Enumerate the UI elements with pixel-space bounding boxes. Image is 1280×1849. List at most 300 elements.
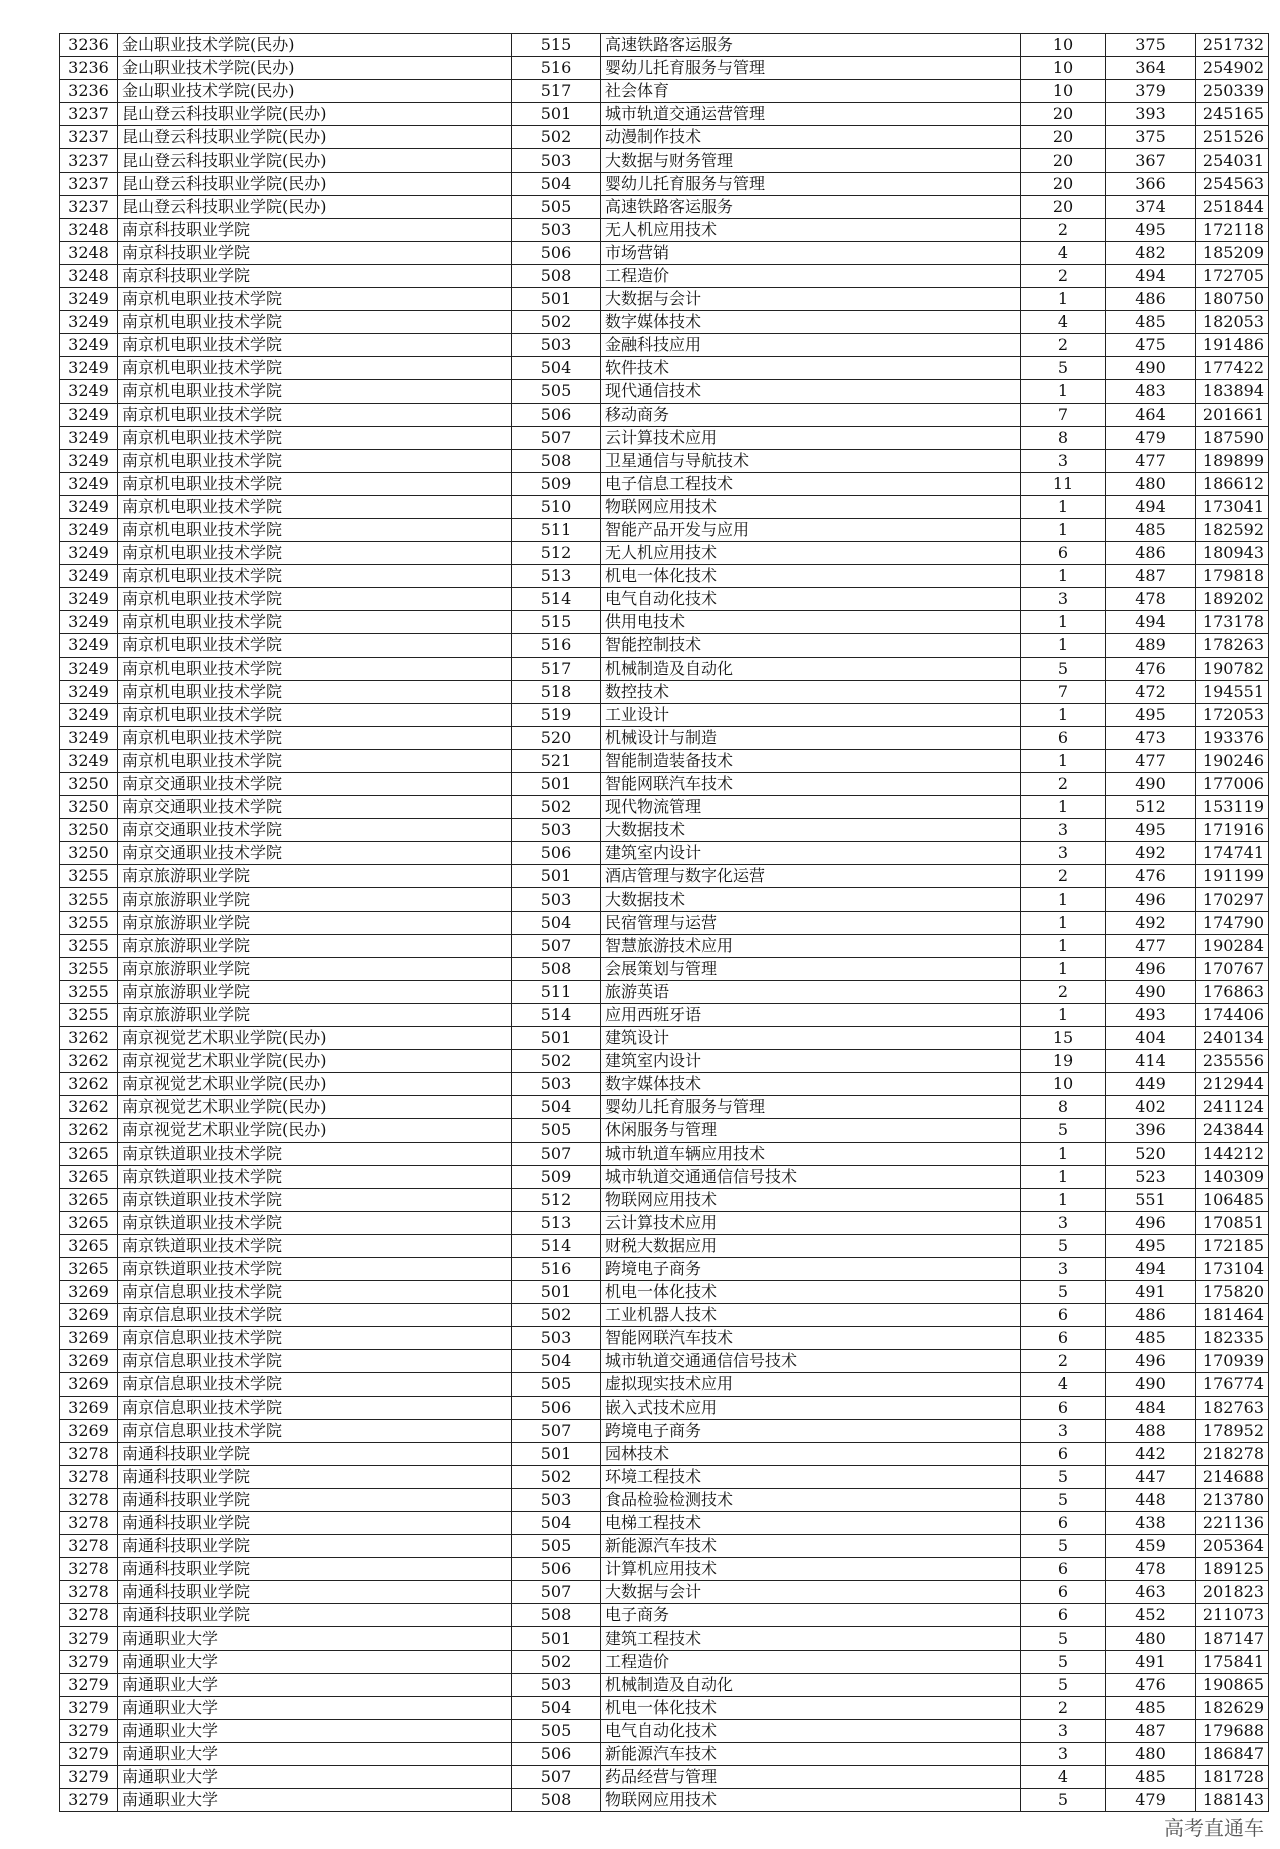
major-code-cell: 504 <box>512 1696 601 1719</box>
min-rank-cell: 221136 <box>1196 1512 1269 1535</box>
school-name-cell: 南京机电职业技术学院 <box>118 634 512 657</box>
major-name-cell: 云计算技术应用 <box>601 426 1021 449</box>
school-name-cell: 昆山登云科技职业学院(民办) <box>118 149 512 172</box>
table-row <box>60 518 1269 541</box>
plan-count-cell: 2 <box>1021 865 1106 888</box>
major-code-cell: 505 <box>512 195 601 218</box>
table-row <box>60 264 1269 287</box>
min-score-cell: 491 <box>1106 1281 1196 1304</box>
min-rank-cell: 188143 <box>1196 1789 1269 1812</box>
plan-count-cell: 6 <box>1021 542 1106 565</box>
major-name-cell: 新能源汽车技术 <box>601 1742 1021 1765</box>
plan-count-cell: 6 <box>1021 1304 1106 1327</box>
major-code-cell: 517 <box>512 657 601 680</box>
major-name-cell: 会展策划与管理 <box>601 957 1021 980</box>
plan-count-cell: 3 <box>1021 1211 1106 1234</box>
major-name-cell: 城市轨道交通通信信号技术 <box>601 1350 1021 1373</box>
major-code-cell: 501 <box>512 1442 601 1465</box>
table-row <box>60 80 1269 103</box>
school-code-cell: 3248 <box>60 264 118 287</box>
school-code-cell: 3249 <box>60 311 118 334</box>
school-code-cell: 3279 <box>60 1696 118 1719</box>
min-score-cell: 477 <box>1106 749 1196 772</box>
table-row <box>60 195 1269 218</box>
major-code-cell: 507 <box>512 1766 601 1789</box>
plan-count-cell: 7 <box>1021 680 1106 703</box>
plan-count-cell: 20 <box>1021 149 1106 172</box>
school-code-cell: 3249 <box>60 449 118 472</box>
school-code-cell: 3249 <box>60 749 118 772</box>
major-code-cell: 506 <box>512 241 601 264</box>
min-rank-cell: 140309 <box>1196 1165 1269 1188</box>
major-name-cell: 金融科技应用 <box>601 334 1021 357</box>
min-rank-cell: 205364 <box>1196 1535 1269 1558</box>
major-name-cell: 智能产品开发与应用 <box>601 518 1021 541</box>
min-score-cell: 487 <box>1106 1719 1196 1742</box>
school-name-cell: 金山职业技术学院(民办) <box>118 34 512 57</box>
major-code-cell: 514 <box>512 588 601 611</box>
major-code-cell: 508 <box>512 957 601 980</box>
school-code-cell: 3278 <box>60 1488 118 1511</box>
school-code-cell: 3269 <box>60 1350 118 1373</box>
plan-count-cell: 20 <box>1021 172 1106 195</box>
major-code-cell: 501 <box>512 103 601 126</box>
school-name-cell: 南京信息职业技术学院 <box>118 1304 512 1327</box>
school-name-cell: 金山职业技术学院(民办) <box>118 57 512 80</box>
min-score-cell: 495 <box>1106 819 1196 842</box>
min-score-cell: 495 <box>1106 1234 1196 1257</box>
major-code-cell: 502 <box>512 1050 601 1073</box>
min-score-cell: 375 <box>1106 34 1196 57</box>
major-code-cell: 502 <box>512 1304 601 1327</box>
major-name-cell: 电气自动化技术 <box>601 588 1021 611</box>
plan-count-cell: 7 <box>1021 403 1106 426</box>
min-rank-cell: 172118 <box>1196 218 1269 241</box>
major-name-cell: 高速铁路客运服务 <box>601 34 1021 57</box>
major-name-cell: 智能制造装备技术 <box>601 749 1021 772</box>
min-rank-cell: 175820 <box>1196 1281 1269 1304</box>
school-code-cell: 3278 <box>60 1581 118 1604</box>
min-score-cell: 494 <box>1106 611 1196 634</box>
plan-count-cell: 3 <box>1021 1719 1106 1742</box>
table-row <box>60 1719 1269 1742</box>
min-score-cell: 551 <box>1106 1188 1196 1211</box>
major-code-cell: 506 <box>512 403 601 426</box>
major-name-cell: 数控技术 <box>601 680 1021 703</box>
min-rank-cell: 193376 <box>1196 726 1269 749</box>
school-code-cell: 3255 <box>60 957 118 980</box>
min-rank-cell: 171916 <box>1196 819 1269 842</box>
table-row <box>60 1050 1269 1073</box>
plan-count-cell: 6 <box>1021 1558 1106 1581</box>
plan-count-cell: 3 <box>1021 1742 1106 1765</box>
major-name-cell: 财税大数据应用 <box>601 1234 1021 1257</box>
min-score-cell: 473 <box>1106 726 1196 749</box>
major-name-cell: 供用电技术 <box>601 611 1021 634</box>
major-code-cell: 511 <box>512 518 601 541</box>
min-score-cell: 479 <box>1106 1789 1196 1812</box>
min-score-cell: 491 <box>1106 1650 1196 1673</box>
major-name-cell: 动漫制作技术 <box>601 126 1021 149</box>
plan-count-cell: 5 <box>1021 1281 1106 1304</box>
major-code-cell: 513 <box>512 1211 601 1234</box>
table-row <box>60 1304 1269 1327</box>
major-code-cell: 514 <box>512 1003 601 1026</box>
major-name-cell: 智慧旅游技术应用 <box>601 934 1021 957</box>
plan-count-cell: 1 <box>1021 611 1106 634</box>
major-name-cell: 酒店管理与数字化运营 <box>601 865 1021 888</box>
major-name-cell: 环境工程技术 <box>601 1465 1021 1488</box>
school-code-cell: 3249 <box>60 680 118 703</box>
plan-count-cell: 1 <box>1021 1142 1106 1165</box>
table-row <box>60 934 1269 957</box>
min-rank-cell: 170939 <box>1196 1350 1269 1373</box>
school-name-cell: 南京机电职业技术学院 <box>118 749 512 772</box>
major-name-cell: 电梯工程技术 <box>601 1512 1021 1535</box>
school-code-cell: 3249 <box>60 588 118 611</box>
major-code-cell: 512 <box>512 1188 601 1211</box>
plan-count-cell: 3 <box>1021 588 1106 611</box>
min-rank-cell: 243844 <box>1196 1119 1269 1142</box>
major-name-cell: 建筑工程技术 <box>601 1627 1021 1650</box>
school-name-cell: 南京交通职业技术学院 <box>118 819 512 842</box>
table-row <box>60 703 1269 726</box>
major-code-cell: 501 <box>512 1027 601 1050</box>
plan-count-cell: 3 <box>1021 819 1106 842</box>
major-name-cell: 跨境电子商务 <box>601 1419 1021 1442</box>
table-row <box>60 495 1269 518</box>
school-name-cell: 南京机电职业技术学院 <box>118 311 512 334</box>
major-code-cell: 501 <box>512 1627 601 1650</box>
min-score-cell: 375 <box>1106 126 1196 149</box>
major-name-cell: 电子商务 <box>601 1604 1021 1627</box>
plan-count-cell: 5 <box>1021 357 1106 380</box>
school-name-cell: 南京旅游职业学院 <box>118 888 512 911</box>
major-code-cell: 508 <box>512 264 601 287</box>
school-name-cell: 南京视觉艺术职业学院(民办) <box>118 1027 512 1050</box>
school-name-cell: 南京铁道职业技术学院 <box>118 1211 512 1234</box>
plan-count-cell: 1 <box>1021 957 1106 980</box>
min-rank-cell: 106485 <box>1196 1188 1269 1211</box>
plan-count-cell: 15 <box>1021 1027 1106 1050</box>
school-code-cell: 3269 <box>60 1419 118 1442</box>
school-code-cell: 3249 <box>60 518 118 541</box>
major-code-cell: 513 <box>512 565 601 588</box>
plan-count-cell: 2 <box>1021 218 1106 241</box>
major-code-cell: 516 <box>512 634 601 657</box>
major-name-cell: 智能控制技术 <box>601 634 1021 657</box>
min-rank-cell: 173104 <box>1196 1257 1269 1280</box>
min-score-cell: 496 <box>1106 1211 1196 1234</box>
min-score-cell: 478 <box>1106 1558 1196 1581</box>
major-code-cell: 504 <box>512 1512 601 1535</box>
min-rank-cell: 191486 <box>1196 334 1269 357</box>
min-rank-cell: 211073 <box>1196 1604 1269 1627</box>
min-score-cell: 495 <box>1106 703 1196 726</box>
table-row <box>60 241 1269 264</box>
min-score-cell: 494 <box>1106 264 1196 287</box>
major-name-cell: 婴幼儿托育服务与管理 <box>601 1096 1021 1119</box>
plan-count-cell: 1 <box>1021 934 1106 957</box>
school-code-cell: 3237 <box>60 103 118 126</box>
school-name-cell: 南京机电职业技术学院 <box>118 449 512 472</box>
major-code-cell: 516 <box>512 1257 601 1280</box>
school-code-cell: 3262 <box>60 1027 118 1050</box>
school-code-cell: 3265 <box>60 1257 118 1280</box>
major-code-cell: 506 <box>512 842 601 865</box>
major-name-cell: 工业机器人技术 <box>601 1304 1021 1327</box>
table-row <box>60 1581 1269 1604</box>
school-code-cell: 3249 <box>60 542 118 565</box>
major-code-cell: 507 <box>512 1581 601 1604</box>
plan-count-cell: 20 <box>1021 195 1106 218</box>
plan-count-cell: 10 <box>1021 34 1106 57</box>
plan-count-cell: 5 <box>1021 1650 1106 1673</box>
table-row <box>60 34 1269 57</box>
plan-count-cell: 1 <box>1021 888 1106 911</box>
plan-count-cell: 2 <box>1021 1696 1106 1719</box>
major-name-cell: 数字媒体技术 <box>601 311 1021 334</box>
school-name-cell: 南京铁道职业技术学院 <box>118 1234 512 1257</box>
school-name-cell: 金山职业技术学院(民办) <box>118 80 512 103</box>
school-code-cell: 3278 <box>60 1442 118 1465</box>
major-name-cell: 新能源汽车技术 <box>601 1535 1021 1558</box>
school-name-cell: 南京交通职业技术学院 <box>118 796 512 819</box>
table-row <box>60 1766 1269 1789</box>
min-score-cell: 480 <box>1106 1742 1196 1765</box>
min-score-cell: 494 <box>1106 1257 1196 1280</box>
min-rank-cell: 172705 <box>1196 264 1269 287</box>
school-code-cell: 3278 <box>60 1512 118 1535</box>
major-code-cell: 507 <box>512 1419 601 1442</box>
table-row <box>60 819 1269 842</box>
school-name-cell: 南京信息职业技术学院 <box>118 1327 512 1350</box>
school-code-cell: 3279 <box>60 1673 118 1696</box>
min-score-cell: 520 <box>1106 1142 1196 1165</box>
plan-count-cell: 1 <box>1021 1188 1106 1211</box>
school-code-cell: 3262 <box>60 1050 118 1073</box>
school-code-cell: 3255 <box>60 934 118 957</box>
min-rank-cell: 177422 <box>1196 357 1269 380</box>
major-code-cell: 507 <box>512 934 601 957</box>
major-code-cell: 504 <box>512 1096 601 1119</box>
major-code-cell: 520 <box>512 726 601 749</box>
min-rank-cell: 181728 <box>1196 1766 1269 1789</box>
plan-count-cell: 11 <box>1021 472 1106 495</box>
min-rank-cell: 254902 <box>1196 57 1269 80</box>
table-row <box>60 726 1269 749</box>
school-name-cell: 南京铁道职业技术学院 <box>118 1165 512 1188</box>
school-name-cell: 南京视觉艺术职业学院(民办) <box>118 1073 512 1096</box>
min-rank-cell: 144212 <box>1196 1142 1269 1165</box>
major-code-cell: 505 <box>512 1719 601 1742</box>
admission-table-container <box>59 33 1264 1812</box>
plan-count-cell: 6 <box>1021 1581 1106 1604</box>
plan-count-cell: 1 <box>1021 565 1106 588</box>
school-name-cell: 南京旅游职业学院 <box>118 980 512 1003</box>
min-score-cell: 496 <box>1106 888 1196 911</box>
min-rank-cell: 250339 <box>1196 80 1269 103</box>
major-name-cell: 卫星通信与导航技术 <box>601 449 1021 472</box>
school-code-cell: 3248 <box>60 218 118 241</box>
school-code-cell: 3249 <box>60 634 118 657</box>
major-name-cell: 智能网联汽车技术 <box>601 773 1021 796</box>
plan-count-cell: 20 <box>1021 103 1106 126</box>
min-score-cell: 485 <box>1106 1766 1196 1789</box>
table-row <box>60 1742 1269 1765</box>
min-score-cell: 480 <box>1106 472 1196 495</box>
major-name-cell: 药品经营与管理 <box>601 1766 1021 1789</box>
min-score-cell: 414 <box>1106 1050 1196 1073</box>
plan-count-cell: 3 <box>1021 842 1106 865</box>
school-name-cell: 南京机电职业技术学院 <box>118 657 512 680</box>
school-name-cell: 南通职业大学 <box>118 1766 512 1789</box>
min-rank-cell: 251732 <box>1196 34 1269 57</box>
major-name-cell: 移动商务 <box>601 403 1021 426</box>
major-code-cell: 505 <box>512 1373 601 1396</box>
school-code-cell: 3262 <box>60 1073 118 1096</box>
min-score-cell: 477 <box>1106 934 1196 957</box>
plan-count-cell: 10 <box>1021 80 1106 103</box>
plan-count-cell: 6 <box>1021 1604 1106 1627</box>
table-row <box>60 796 1269 819</box>
school-code-cell: 3265 <box>60 1165 118 1188</box>
min-rank-cell: 180943 <box>1196 542 1269 565</box>
major-code-cell: 501 <box>512 1281 601 1304</box>
table-row <box>60 1003 1269 1026</box>
major-name-cell: 物联网应用技术 <box>601 1789 1021 1812</box>
table-row <box>60 1373 1269 1396</box>
plan-count-cell: 19 <box>1021 1050 1106 1073</box>
major-name-cell: 云计算技术应用 <box>601 1211 1021 1234</box>
school-code-cell: 3255 <box>60 888 118 911</box>
school-code-cell: 3279 <box>60 1742 118 1765</box>
table-row <box>60 149 1269 172</box>
major-name-cell: 大数据与会计 <box>601 288 1021 311</box>
major-name-cell: 城市轨道车辆应用技术 <box>601 1142 1021 1165</box>
school-code-cell: 3269 <box>60 1304 118 1327</box>
min-score-cell: 475 <box>1106 334 1196 357</box>
school-name-cell: 南京信息职业技术学院 <box>118 1281 512 1304</box>
table-row <box>60 103 1269 126</box>
major-code-cell: 503 <box>512 149 601 172</box>
school-code-cell: 3249 <box>60 565 118 588</box>
school-code-cell: 3279 <box>60 1719 118 1742</box>
school-name-cell: 南京旅游职业学院 <box>118 934 512 957</box>
major-name-cell: 电气自动化技术 <box>601 1719 1021 1742</box>
min-score-cell: 438 <box>1106 1512 1196 1535</box>
min-score-cell: 366 <box>1106 172 1196 195</box>
major-code-cell: 503 <box>512 1327 601 1350</box>
school-code-cell: 3249 <box>60 357 118 380</box>
school-name-cell: 南京旅游职业学院 <box>118 1003 512 1026</box>
major-code-cell: 502 <box>512 126 601 149</box>
table-row <box>60 172 1269 195</box>
table-row <box>60 1558 1269 1581</box>
school-code-cell: 3248 <box>60 241 118 264</box>
major-name-cell: 大数据技术 <box>601 888 1021 911</box>
table-row <box>60 357 1269 380</box>
min-rank-cell: 191199 <box>1196 865 1269 888</box>
table-row <box>60 1073 1269 1096</box>
min-rank-cell: 254031 <box>1196 149 1269 172</box>
min-score-cell: 482 <box>1106 241 1196 264</box>
min-score-cell: 486 <box>1106 542 1196 565</box>
min-rank-cell: 212944 <box>1196 1073 1269 1096</box>
school-code-cell: 3265 <box>60 1188 118 1211</box>
min-rank-cell: 201823 <box>1196 1581 1269 1604</box>
table-row <box>60 218 1269 241</box>
major-code-cell: 514 <box>512 1234 601 1257</box>
plan-count-cell: 1 <box>1021 1165 1106 1188</box>
school-code-cell: 3255 <box>60 911 118 934</box>
major-name-cell: 食品检验检测技术 <box>601 1488 1021 1511</box>
table-row <box>60 1257 1269 1280</box>
school-name-cell: 南通职业大学 <box>118 1650 512 1673</box>
table-row <box>60 1188 1269 1211</box>
plan-count-cell: 5 <box>1021 1673 1106 1696</box>
major-name-cell: 智能网联汽车技术 <box>601 1327 1021 1350</box>
plan-count-cell: 20 <box>1021 126 1106 149</box>
major-code-cell: 521 <box>512 749 601 772</box>
major-name-cell: 建筑室内设计 <box>601 842 1021 865</box>
min-score-cell: 485 <box>1106 1696 1196 1719</box>
school-name-cell: 南京科技职业学院 <box>118 218 512 241</box>
major-code-cell: 516 <box>512 57 601 80</box>
min-rank-cell: 235556 <box>1196 1050 1269 1073</box>
school-code-cell: 3237 <box>60 149 118 172</box>
plan-count-cell: 6 <box>1021 1442 1106 1465</box>
major-code-cell: 512 <box>512 542 601 565</box>
min-score-cell: 483 <box>1106 380 1196 403</box>
table-row <box>60 380 1269 403</box>
school-code-cell: 3265 <box>60 1234 118 1257</box>
min-rank-cell: 189125 <box>1196 1558 1269 1581</box>
school-name-cell: 南京机电职业技术学院 <box>118 518 512 541</box>
table-row <box>60 911 1269 934</box>
plan-count-cell: 6 <box>1021 1327 1106 1350</box>
school-code-cell: 3237 <box>60 126 118 149</box>
plan-count-cell: 1 <box>1021 1003 1106 1026</box>
table-row <box>60 1142 1269 1165</box>
table-row <box>60 311 1269 334</box>
plan-count-cell: 3 <box>1021 449 1106 472</box>
min-score-cell: 492 <box>1106 842 1196 865</box>
major-name-cell: 休闲服务与管理 <box>601 1119 1021 1142</box>
min-score-cell: 447 <box>1106 1465 1196 1488</box>
school-code-cell: 3269 <box>60 1396 118 1419</box>
table-row <box>60 957 1269 980</box>
min-score-cell: 484 <box>1106 1396 1196 1419</box>
min-score-cell: 472 <box>1106 680 1196 703</box>
major-name-cell: 工程造价 <box>601 1650 1021 1673</box>
min-score-cell: 476 <box>1106 865 1196 888</box>
major-name-cell: 无人机应用技术 <box>601 218 1021 241</box>
school-name-cell: 南京机电职业技术学院 <box>118 472 512 495</box>
table-row <box>60 1234 1269 1257</box>
plan-count-cell: 6 <box>1021 1512 1106 1535</box>
major-code-cell: 515 <box>512 34 601 57</box>
plan-count-cell: 1 <box>1021 634 1106 657</box>
school-name-cell: 南京旅游职业学院 <box>118 911 512 934</box>
major-code-cell: 510 <box>512 495 601 518</box>
school-code-cell: 3278 <box>60 1465 118 1488</box>
school-name-cell: 昆山登云科技职业学院(民办) <box>118 103 512 126</box>
school-code-cell: 3249 <box>60 611 118 634</box>
plan-count-cell: 1 <box>1021 518 1106 541</box>
min-score-cell: 452 <box>1106 1604 1196 1627</box>
table-row <box>60 611 1269 634</box>
